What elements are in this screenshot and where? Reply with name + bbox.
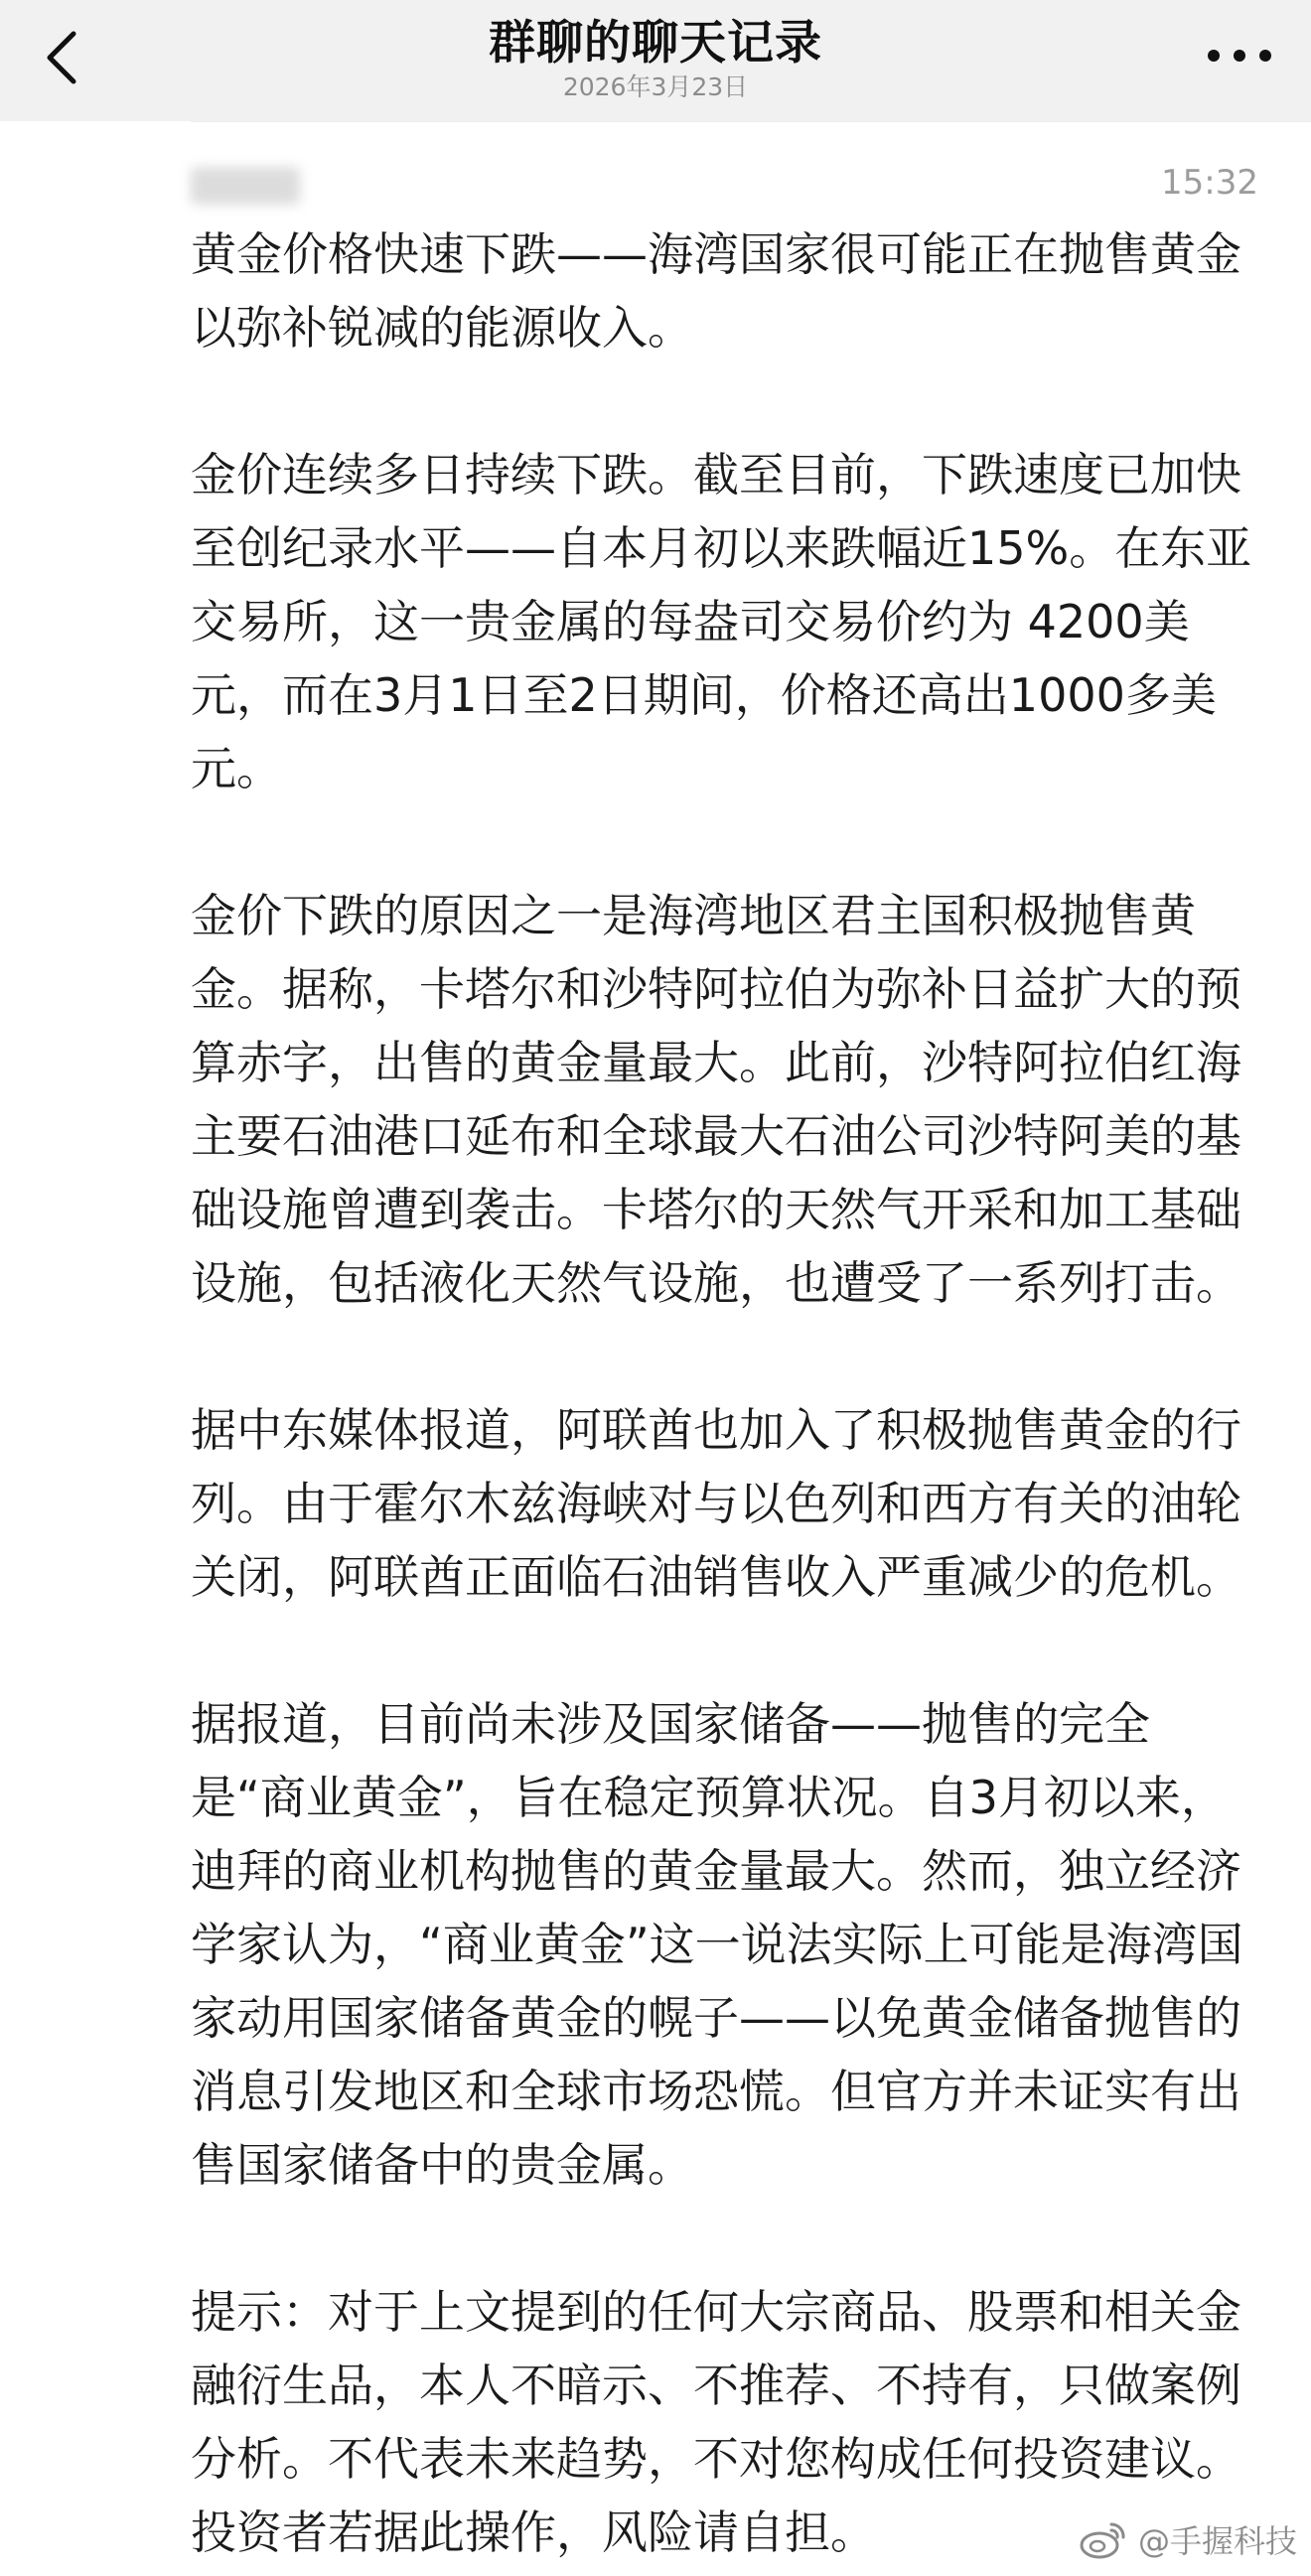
message-paragraph: 据中东媒体报道，阿联酋也加入了积极抛售黄金的行列。由于霍尔木兹海峡对与以色列和西方有关的油轮关闭，阿联酋正面临石油销售收入严重减少的危机。	[191, 1403, 1241, 1604]
more-options-button[interactable]	[1202, 36, 1277, 75]
message-paragraph: 金价连续多日持续下跌。截至目前，下跌速度已加快至创纪录水平——自本月初以来跌幅近15%。在东亚交易所，这一贵金属的每盎司交易价约为 4200美元，而在3月1日至2日期间，价格还高出1000多美元。	[191, 448, 1252, 795]
page-title: 群聊的聊天记录	[489, 16, 822, 71]
message-paragraph: 金价下跌的原因之一是海湾地区君主国积极抛售黄金。据称，卡塔尔和沙特阿拉伯为弥补日益扩大的预算赤字，出售的黄金量最大。此前，沙特阿拉伯红海主要石油港口延布和全球最大石油公司沙特阿美的基础设施曾遭到袭击。卡塔尔的天然气开采和加工基础设施，包括液化天然气设施，也遭受了一系列打击。	[191, 889, 1241, 1310]
navigation-bar	[0, 0, 1311, 121]
message-time: 15:32	[1161, 163, 1258, 203]
message-paragraph: 提示：对于上文提到的任何大宗商品、股票和相关金融衍生品，本人不暗示、不推荐、不持有，只做案例分析。不代表未来趋势，不对您构成任何投资建议。投资者若据此操作，风险请自担。	[191, 2285, 1241, 2559]
message-header	[191, 163, 1258, 211]
divider	[191, 121, 1311, 122]
sender-name-redacted	[191, 167, 300, 205]
message-body[interactable]	[191, 217, 1263, 2569]
more-horizontal-icon	[1202, 36, 1277, 75]
message-paragraph: 黄金价格快速下跌——海湾国家很可能正在抛售黄金以弥补锐减的能源收入。	[191, 227, 1241, 355]
chat-date: 2026年3月23日	[562, 72, 749, 101]
weibo-logo-icon	[1079, 2518, 1128, 2560]
watermark-text: @手握科技	[1137, 2522, 1297, 2560]
chat-record-list[interactable]	[0, 121, 1311, 2576]
message-paragraph: 据报道，目前尚未涉及国家储备——抛售的完全是“商业黄金”，旨在稳定预算状况。自3月初以来，迪拜的商业机构抛售的黄金量最大。然而，独立经济学家认为，“商业黄金”这一说法实际上可能是海湾国家动用国家储备黄金的幌子——以免黄金储备抛售的消息引发地区和全球市场恐慌。但官方并未证实有出售国家储备中的贵金属。	[191, 1697, 1243, 2192]
watermark	[1079, 2516, 1297, 2562]
